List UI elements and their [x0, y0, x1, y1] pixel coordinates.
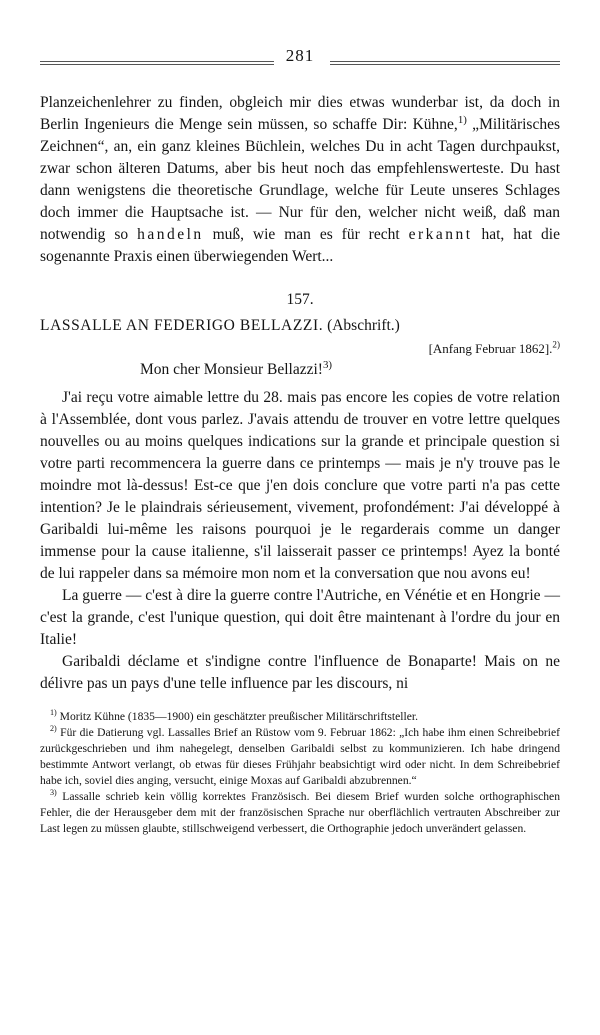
letter-source-note: (Abschrift.) [323, 317, 400, 334]
letter-paragraph: J'ai reçu votre aimable lettre du 28. mais pas encore les copies de votre relation à l'Assemblée, dont vous parlez. J'avais attendu de trouver en votre lettre quelques nouvelles ou au moins quelques indications sur la grande et principale question si votre parti recommencera la guerre dans ce printemps — mais je n'y trouve pas le moindre mot là-dessus! Est-ce que j'en dois conclure que votre parti n'a pas cette intention? Je le plaindrais sérieusement, vivement, profondément: J'ai développé à Garibaldi lui-même les raisons pourquoi je le regarderais comme un danger immense pour la cause italienne, s'il laisserait passer ce printemps! Ayez la bonté de lui rappeler dans sa mémoire mon nom et la conversation que nou avons eu! [40, 389, 560, 582]
footnote-mark: 1) [50, 708, 57, 718]
continuation-text-4: hat, hat die sogenannte Praxis einen überwiegenden Wert... [40, 226, 560, 265]
footnote-text: Moritz Kühne (1835—1900) ein geschätzter preußischer Militärschriftsteller. [56, 710, 418, 723]
continuation-text-3: muß, wie man es für recht [203, 226, 409, 243]
letter-date [40, 341, 560, 357]
footnote [40, 725, 560, 789]
footnote-ref-1: 1) [457, 113, 467, 126]
letter-date-text: [Anfang Februar 1862]. [428, 341, 553, 356]
continuation-paragraph [40, 92, 560, 268]
footnote-mark: 2) [50, 724, 57, 734]
letter-heading [40, 317, 560, 335]
footnote-ref-2: 2) [552, 339, 560, 350]
book-page [40, 40, 560, 837]
letter-paragraph: La guerre — c'est à dire la guerre contre l'Autriche, en Vénétie et en Hongrie — c'est la grande, c'est l'unique question, qui doit être maintenant à l'ordre du jour en Italie! [40, 587, 560, 648]
footnote-mark: 3) [50, 788, 57, 798]
header-rule-right [330, 61, 560, 65]
emphasis-handeln: handeln [137, 226, 204, 243]
page-header [40, 40, 560, 84]
continuation-text-1: Planzeichenlehrer zu finden, obgleich mir dies etwas wunderbar ist, da doch in Berlin Ingenieurs die Menge sein müssen, so schaffe Dir: Kühne, [40, 94, 560, 133]
page-number: 281 [285, 46, 315, 65]
letter-paragraph: Garibaldi déclame et s'indigne contre l'influence de Bonaparte! Mais on ne délivre pas un pays d'une telle influence par les discours, ni [40, 653, 560, 692]
footnote-ref-3: 3) [322, 358, 332, 371]
footnote-text: Lassalle schrieb kein völlig korrektes Französisch. Bei diesem Brief wurden solche orthographischen Fehler, die der Herausgeber dem mit der französischen Sprache nur oberflächlich vertrauten Abschreiber zur Last legen zu müssen glaubte, stillschweigend verbessert, die Orthographie jedoch unverändert gelassen. [40, 790, 560, 835]
footnote [40, 789, 560, 837]
continuation-text-2: „Militärisches Zeichnen“, an, ein ganz kleines Büchlein, welches Du in acht Tagen durchpaukst, zwar schon älteren Datums, aber bis heut noch das empfehlenswerteste. Du hast dann wenigstens die theoretische Grundlage, welche für Leute unseres Schlages doch immer die Hauptsache ist. — Nur für den, welcher nicht weiß, daß man notwendig so [40, 116, 560, 243]
letter-number: 157. [286, 291, 314, 308]
salutation-text: Mon cher Monsieur Bellazzi! [140, 361, 323, 378]
footnote [40, 709, 560, 725]
letter-salutation [40, 358, 560, 379]
footnotes [40, 709, 560, 837]
letter-body [40, 387, 560, 695]
letter-title: LASSALLE AN FEDERIGO BELLAZZI. [40, 317, 324, 334]
emphasis-erkannt: erkannt [408, 226, 473, 243]
footnote-text: Für die Datierung vgl. Lassalles Brief an Rüstow vom 9. Februar 1862: „Ich habe ihm einen Schreibebrief zurückgeschrieben und ihm nahegelegt, denselben Garibaldi selbst zu kommunizieren. Ich habe dringend bestimmte Antwort verlangt, ob etwas für dieses Frühjahr beabsichtigt wird oder nicht. In dem Schreibebrief habe ich, soviel dies anging, versucht, einige Moxas auf Garibaldi abzubrennen.“ [40, 726, 560, 787]
